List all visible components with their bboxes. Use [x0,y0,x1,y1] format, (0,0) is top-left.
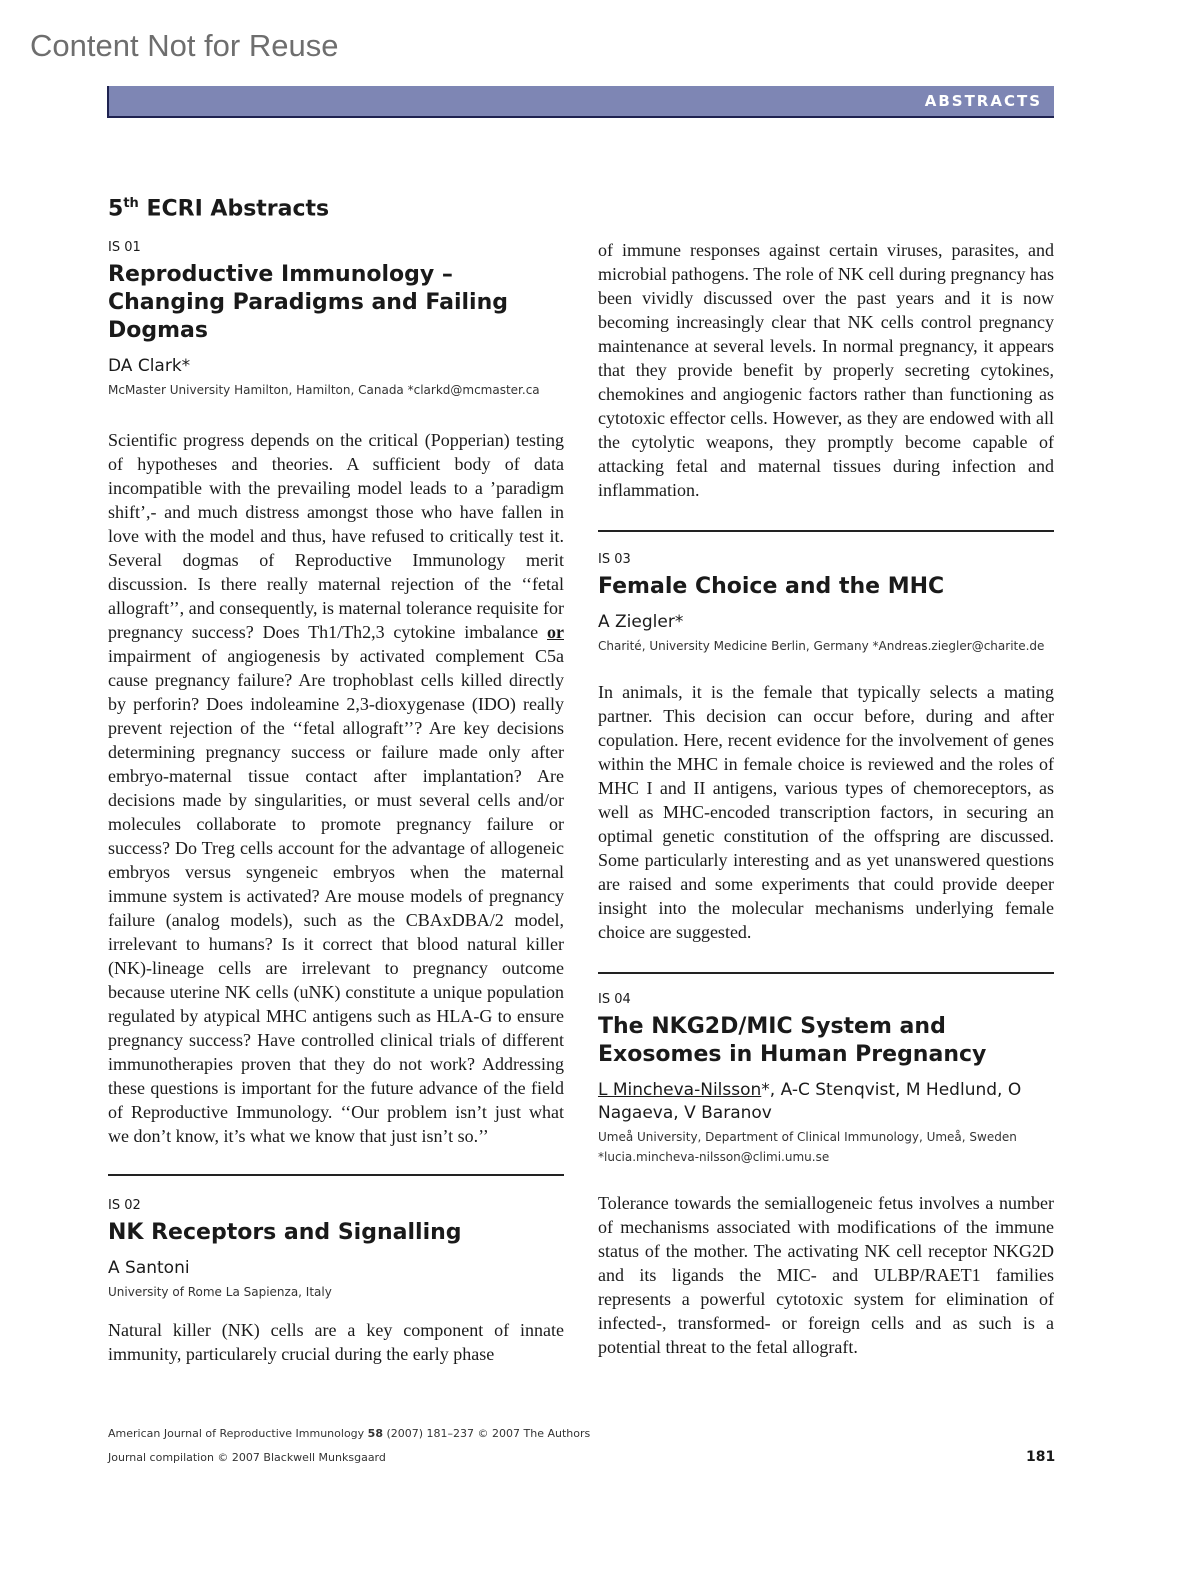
body-emphasis: or [547,622,564,642]
journal-volume: 58 [367,1427,383,1440]
abstract-title: Female Choice and the MHC [598,574,945,599]
banner-label: ABSTRACTS [924,92,1042,110]
right-column [598,238,1054,1359]
abstract-is04 [598,992,1054,1359]
heading-text: ECRI Abstracts [138,196,330,222]
abstract-authors [598,1079,1054,1125]
footer-journal-citation [108,1427,590,1440]
abstract-body [108,428,564,1148]
abstract-affiliation: University of Rome La Sapienza, Italy [108,1285,332,1299]
journal-name: American Journal of Reproductive Immunology [108,1427,368,1440]
abstract-email: *lucia.mincheva-nilsson@climi.umu.se [598,1150,830,1164]
abstract-is02 [108,1198,564,1366]
body-text: Scientific progress depends on the critical (Popperian) testing of hypotheses and theories. A sufficient body of data incompatible with the prevailing model leads to a ’paradigm shift’,- and much distress amongst those who have fallen in love with the model and thus, have refused to critically test it. Several dogmas of Reproductive Immunology merit discussion. Is there really maternal rejection of the ‘‘fetal allograft’’, and consequently, is maternal tolerance requisite for pregnancy success? Does Th1/Th2,3 cytokine imbalance [108,430,564,642]
abstract-id: IS 01 [108,240,141,255]
abstract-authors: A Ziegler* [598,612,684,632]
section-banner [107,86,1054,118]
page-heading [108,196,329,221]
abstract-title: The NKG2D/MIC System and Exosomes in Human Pregnancy [598,1014,987,1067]
separator [108,1174,564,1176]
abstract-body: Natural killer (NK) cells are a key component of innate immunity, particularely crucial during the early phase [108,1320,564,1364]
abstract-title: NK Receptors and Signalling [108,1220,462,1245]
page-number: 181 [1026,1449,1056,1465]
abstract-authors: A Santoni [108,1258,190,1278]
abstract-id: IS 03 [598,552,631,567]
abstract-affiliation: Umeå University, Department of Clinical Immunology, Umeå, Sweden [598,1130,1017,1144]
abstract-is03 [598,552,1054,944]
watermark-text: Content Not for Reuse [30,28,339,63]
heading-superscript: th [123,196,139,211]
body-text: impairment of angiogenesis by activated complement C5a cause pregnancy failure? Are trophoblast cells killed directly by perforin? Does indoleamine 2,3-dioxygenase (IDO) really prevent rejection of the ‘‘fetal allograft’’? Are key decisions determining pregnancy success or failure made only after embryo-maternal tissue contact after implantation? Are decisions made by singularities, or must several cells and/or molecules collaborate to promote pregnancy failure or success? Do Treg cells account for the advantage of allogeneic embryos versus syngeneic embryos when the maternal immune system is activated? Are mouse models of pregnancy failure (analog models), such as the CBAxDBA/2 model, irrelevant to humans? Is it correct that blood natural killer (NK)-lineage cells are irrelevant to pregnancy outcome because uterine NK cells (uNK) constitute a unique population regulated by atypical MHC antigens such as HLA-G to ensure pregnancy success? Have controlled clinical trials of different immunotherapies proven that they do not work? Addressing these questions is important for the future advance of the field of Reproductive Immunology. ‘‘Our problem isn’t just what we don’t know, it’s what we know that just isn’t so.’’ [108,646,564,1146]
abstract-is01 [108,240,564,1148]
separator [598,530,1054,532]
abstract-body: Tolerance towards the semiallogeneic fetus involves a number of mechanisms associated with modifications of the immune status of the mother. The activating NK cell receptor NKG2D and its ligands the MIC- and ULBP/RAET1 families represents a powerful cytotoxic system for elimination of infected-, transformed- or foreign cells and as such is a potential threat to the fetal allograft. [598,1193,1054,1357]
journal-pages: (2007) 181–237 © 2007 The Authors [382,1427,591,1440]
abstract-affiliation: McMaster University Hamilton, Hamilton, Canada *clarkd@mcmaster.ca [108,383,540,397]
abstract-id: IS 02 [108,1198,141,1213]
abstract-body-continued: of immune responses against certain viruses, parasites, and microbial pathogens. The role of NK cell during pregnancy has been vividly discussed over the past years and it is now becoming increasingly clear that NK cells control pregnancy maintenance at several levels. In normal pregnancy, it appears that they provide benefit by properly secreting cytokines, chemokines and angiogenic factors rather than functioning as cytotoxic effector cells. However, as they are endowed with all the cytolytic weapons, they promptly become capable of attacking fetal and maternal tissues during infection and inflammation. [598,240,1054,500]
left-column [108,240,564,1366]
separator [598,972,1054,974]
abstract-authors: DA Clark* [108,356,191,376]
abstract-body: In animals, it is the female that typically selects a mating partner. This decision can occur before, during and after copulation. Here, recent evidence for the involvement of genes within the MHC in female choice is reviewed and the roles of MHC I and II antigens, various types of chemoreceptors, as well as MHC-encoded transcription factors, in securing an optimal genetic constitution of the offspring are discussed. Some particularly interesting and as yet unanswered questions are raised and some experiments that could provide deeper insight into the molecular mechanisms underlying female choice are suggested. [598,682,1054,942]
heading-number: 5 [108,196,124,222]
abstract-affiliation: Charité, University Medicine Berlin, Germany *Andreas.ziegler@charite.de [598,639,1045,653]
presenting-author: L Mincheva-Nilsson [598,1080,762,1100]
footer-compilation: Journal compilation © 2007 Blackwell Munksgaard [108,1451,386,1464]
abstract-title: Reproductive Immunology – Changing Paradigms and Failing Dogmas [108,262,508,343]
co-authors: *, A-C Stenqvist, M Hedlund, O Nagaeva, V Baranov [598,1080,1022,1123]
abstract-id: IS 04 [598,992,631,1007]
